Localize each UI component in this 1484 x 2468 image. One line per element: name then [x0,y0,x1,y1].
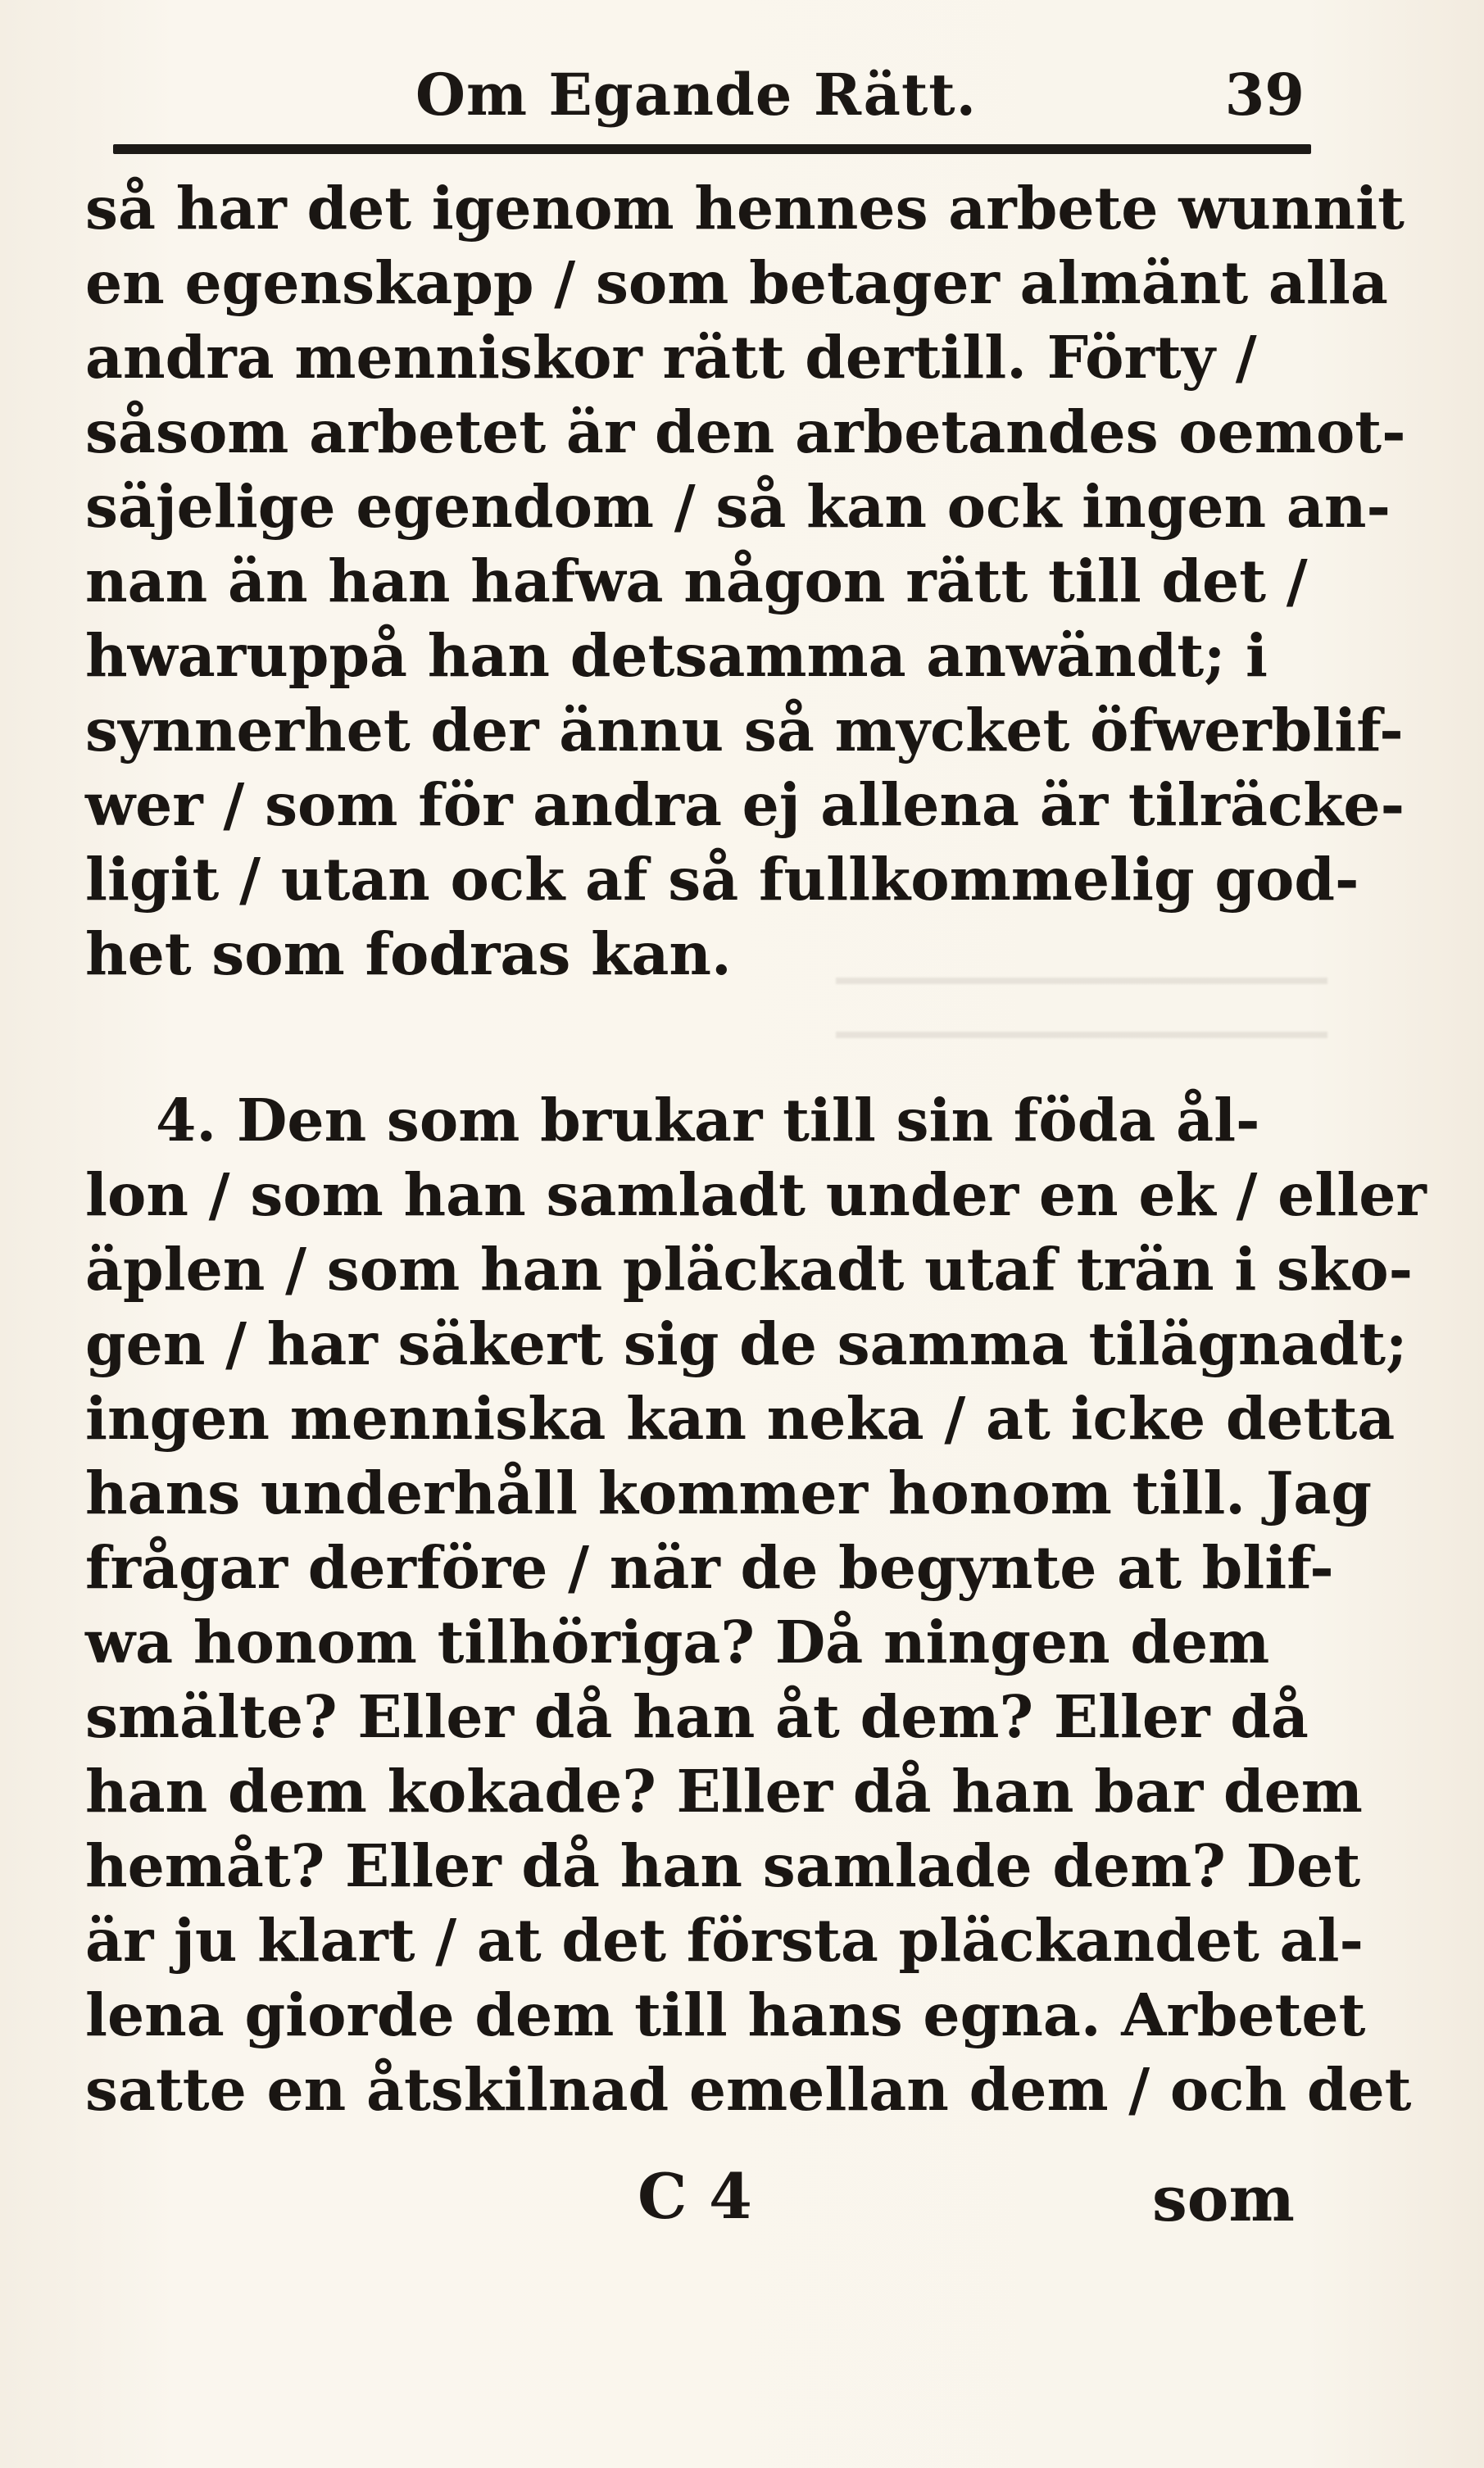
text-line: lon / som han samladt under en ek / eller [85,1160,1427,1229]
text-line: hemåt? Eller då han samlade dem? Det [85,1831,1361,1900]
text-line: så har det igenom hennes arbete wunnit [85,174,1405,243]
page-number: 39 [1224,61,1305,129]
text-line: andra menniskor rätt dertill. Förty / [85,323,1257,392]
signature-mark: C 4 [638,2160,752,2233]
text-line: ingen menniska kan neka / at icke detta [85,1384,1396,1453]
text-line: är ju klart / at det första pläckandet al- [85,1906,1364,1975]
text-line: lena giorde dem till hans egna. Arbetet [85,1980,1366,2049]
text-line: satte en åtskilnad emellan dem / och det [85,2055,1412,2124]
running-title: Om Egande Rätt. [415,61,977,129]
text-line: äplen / som han pläckadt utaf trän i sko- [85,1235,1414,1304]
text-line: hwaruppå han detsamma anwändt; i [85,621,1268,690]
paragraph-start-line: 4. Den som brukar till sin föda ål- [156,1086,1260,1155]
text-line: säjelige egendom / så kan ock ingen an- [85,472,1391,541]
text-line: såsom arbetet är den arbetandes oemot- [85,397,1406,466]
text-line: ligit / utan ock af så fullkommelig god- [85,845,1359,914]
text-line: synnerhet der ännu så mycket öfwerblif- [85,696,1404,764]
text-line: gen / har säkert sig de samma tilägnadt; [85,1309,1408,1378]
text-line: frågar derföre / när de begynte at blif- [85,1533,1334,1602]
text-line: en egenskapp / som betager almänt alla [85,248,1388,317]
text-line: wer / som för andra ej allena är tilräcke- [85,770,1405,839]
text-line: nan än han hafwa någon rätt till det / [85,547,1308,615]
text-line: han dem kokade? Eller då han bar dem [85,1757,1363,1826]
catchword: som [1152,2162,1295,2235]
text-line: hans underhåll kommer honom till. Jag [85,1459,1372,1527]
text-line: het som fodras kan. [85,919,732,988]
text-line: wa honom tilhöriga? Då ningen dem [85,1608,1270,1676]
text-line: smälte? Eller då han åt dem? Eller då [85,1682,1309,1751]
